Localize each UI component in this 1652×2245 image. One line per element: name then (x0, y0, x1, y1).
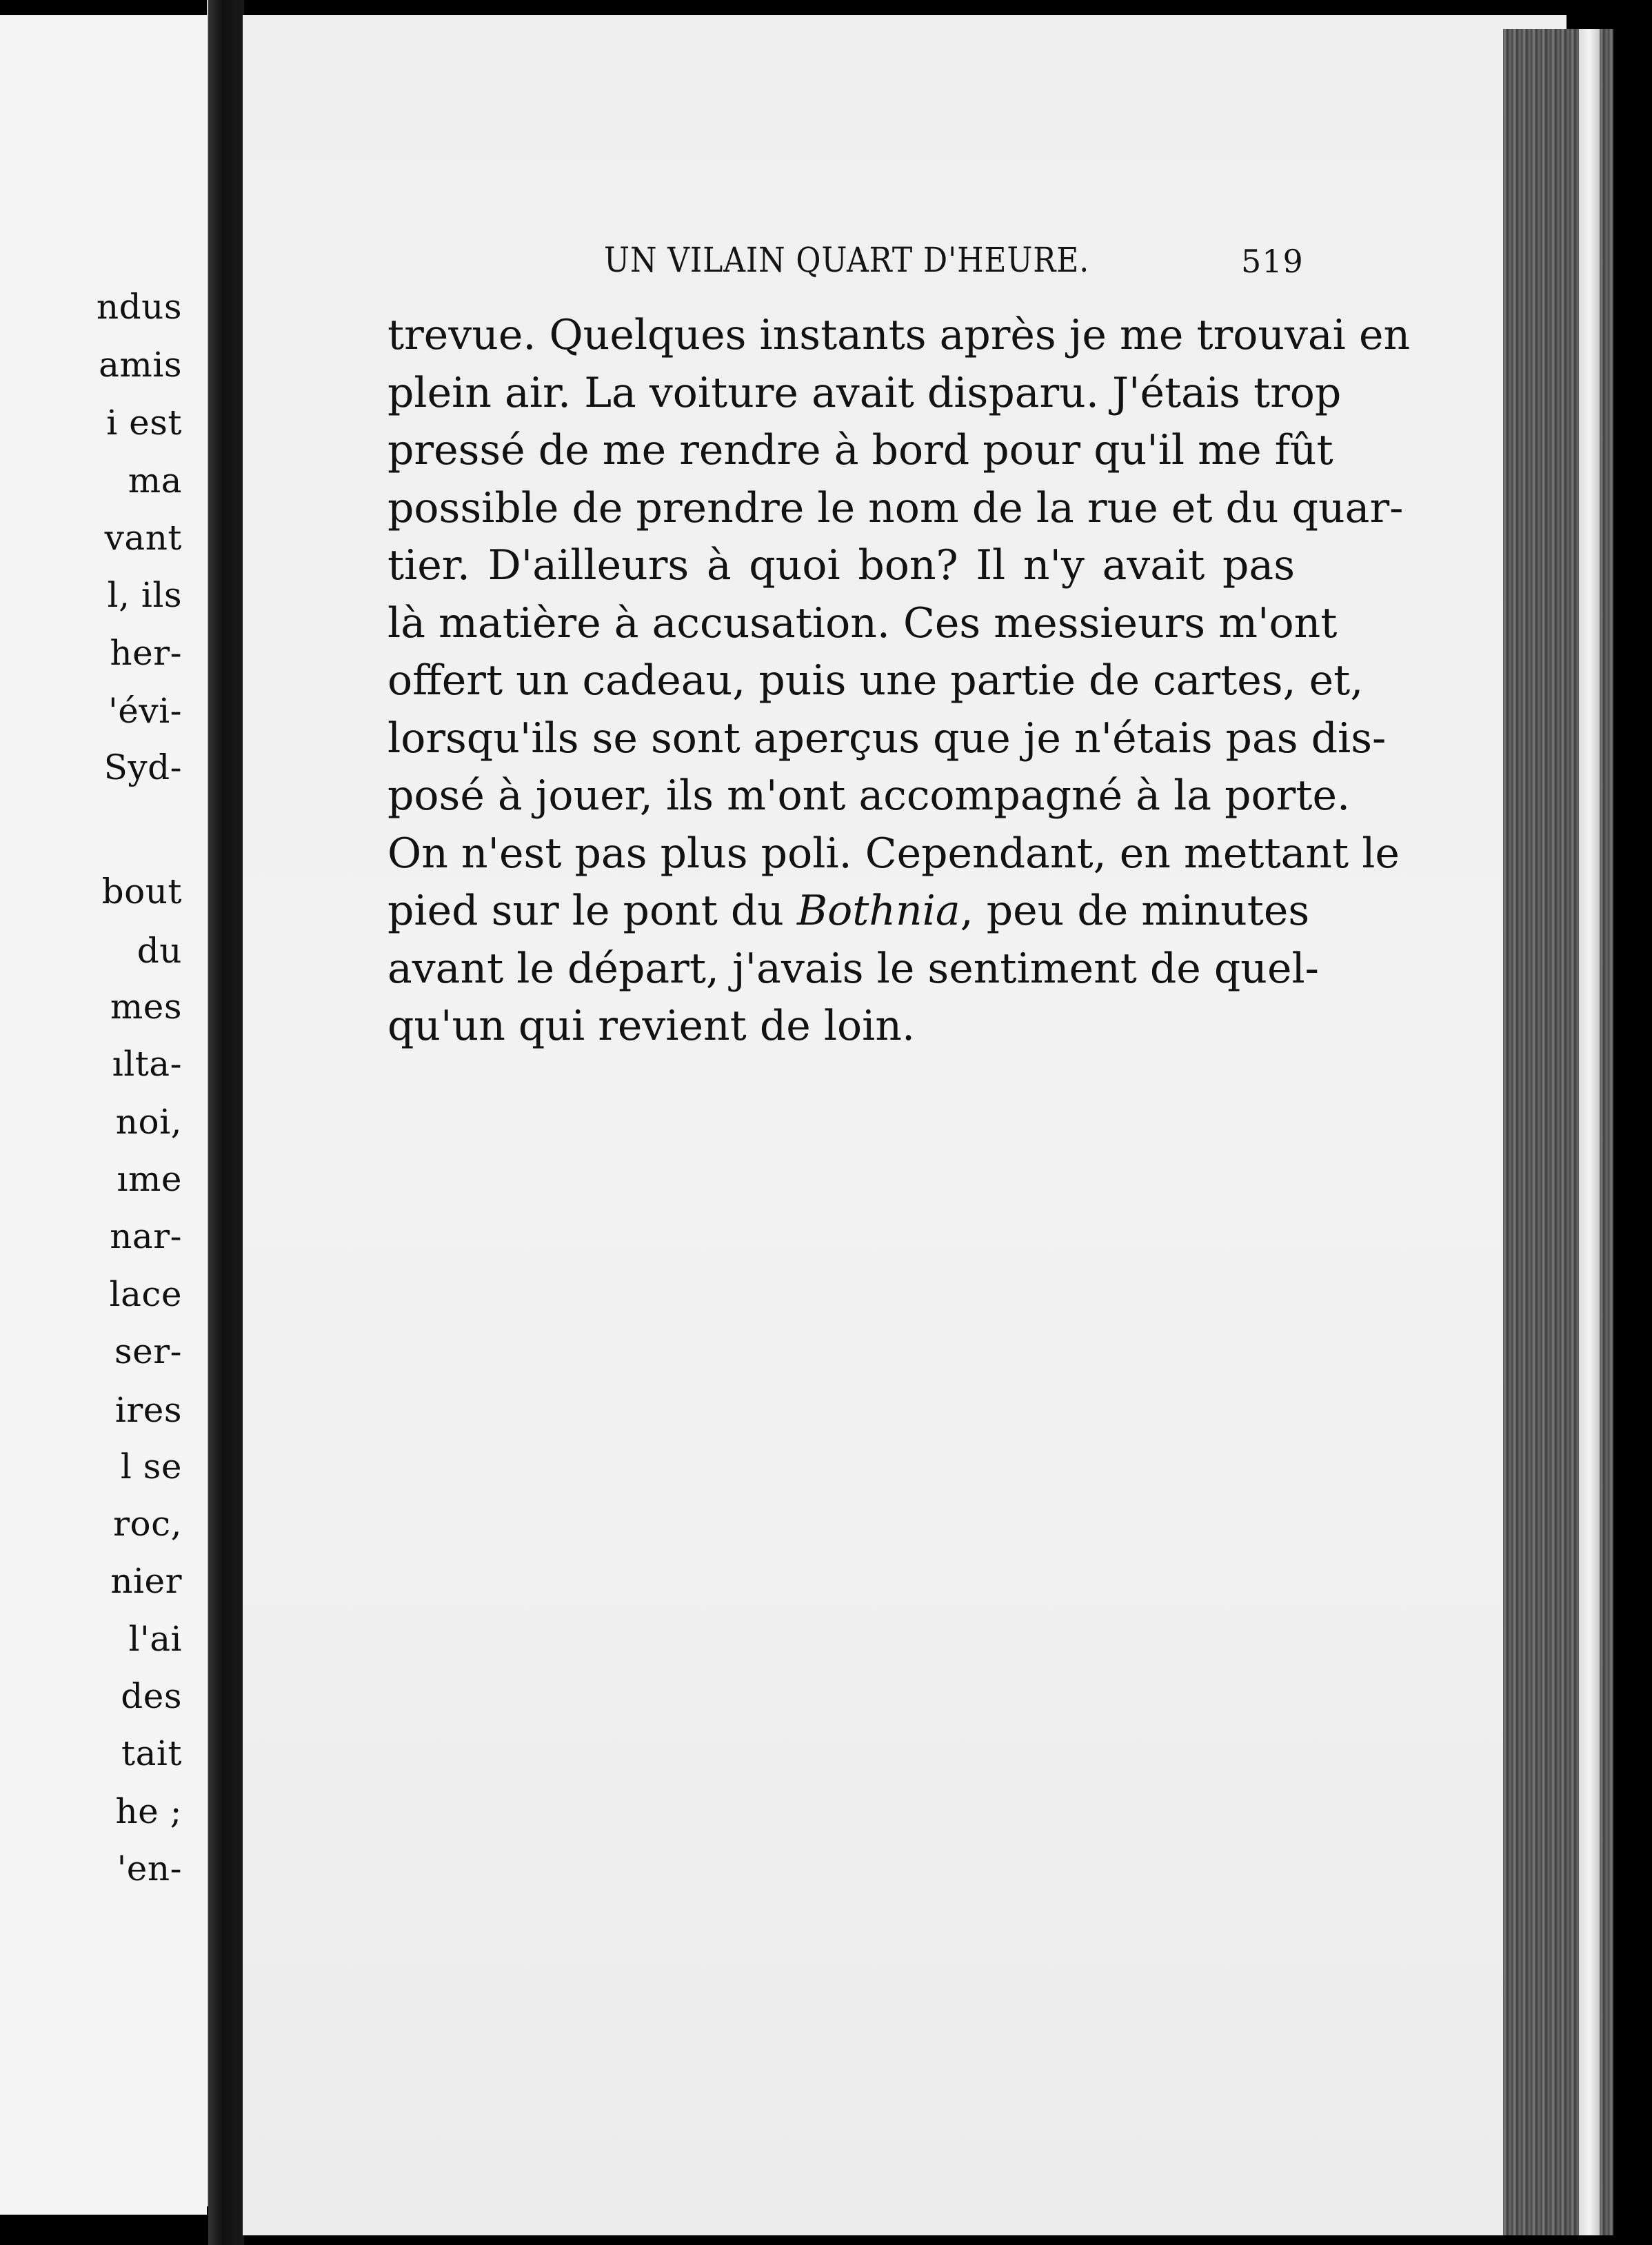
left-page-line-fragment: l, ils (107, 575, 182, 615)
left-page-line-fragment: roc, (113, 1504, 182, 1544)
left-page-line-fragment: he ; (115, 1791, 182, 1831)
text-line: avant le départ, j'avais le sentiment de quel- (387, 944, 1319, 993)
text-line: trevue. Quelques instants après je me trouvai en (387, 311, 1411, 359)
left-page-line-fragment: 'évi- (108, 691, 182, 731)
left-page-line-fragment: 'en- (117, 1849, 182, 1889)
body-text (387, 307, 1411, 1056)
left-page-line-fragment: des (121, 1676, 182, 1716)
text-segment: pied sur le pont du (387, 887, 798, 935)
left-page-line-fragment: i est (106, 403, 182, 443)
text-line: On n'est pas plus poli. Cependant, en mettant le (387, 829, 1400, 878)
text-line: possible de prendre le nom de la rue et du quar- (387, 483, 1404, 532)
book-gutter (208, 0, 244, 2245)
left-page-line-fragment: ires (114, 1390, 182, 1430)
left-page-line-fragment: ılta- (112, 1044, 182, 1084)
left-page-line-fragment: amis (99, 345, 182, 385)
text-line: posé à jouer, ils m'ont accompagné à la porte. (387, 772, 1351, 820)
text-segment: , peu de minutes (960, 887, 1310, 935)
left-page-line-fragment: mes (110, 987, 182, 1027)
left-page-line-fragment: nar- (110, 1216, 182, 1256)
left-page-line-fragment: nier (110, 1561, 182, 1601)
ship-name-italic: Bothnia (797, 887, 960, 935)
text-line: lorsqu'ils se sont aperçus que je n'étais pas dis- (387, 714, 1387, 763)
left-page-line-fragment: bout (101, 872, 182, 912)
text-line-final: qu'un qui revient de loin. (387, 1002, 916, 1050)
left-page-line-fragment: her- (110, 633, 182, 673)
left-page-line-fragment: ser- (114, 1331, 182, 1371)
text-line-with-ship-name (387, 883, 1310, 940)
left-page-line-fragment: l se (120, 1447, 182, 1487)
left-page-line-fragment: ndus (96, 287, 182, 327)
page-number: 519 (1241, 243, 1304, 280)
text-line: pressé de me rendre à bord pour qu'il me fût (387, 426, 1333, 474)
left-page-line-fragment: noi, (115, 1102, 182, 1142)
left-page-line-fragment: ma (128, 461, 182, 501)
left-page-line-fragment: l'ai (128, 1619, 182, 1659)
text-line: plein air. La voiture avait disparu. J'étais trop (387, 368, 1342, 417)
text-line: tier. D'ailleurs à quoi bon? Il n'y avait pas (387, 541, 1295, 590)
facing-page-left (0, 15, 207, 2215)
left-page-line-fragment: Syd- (103, 747, 182, 787)
page-stack-highlight (1579, 29, 1600, 2235)
left-page-line-fragment: vant (104, 518, 182, 558)
left-page-line-fragment: lace (109, 1274, 182, 1314)
running-head: UN VILAIN QUART D'HEURE. (604, 240, 1090, 280)
left-page-line-fragment: ıme (117, 1159, 182, 1199)
left-page-line-fragment: tait (121, 1733, 182, 1773)
text-line: offert un cadeau, puis une partie de cartes, et, (387, 656, 1364, 705)
text-line: là matière à accusation. Ces messieurs m'ont (387, 598, 1338, 647)
left-page-line-fragment: du (137, 931, 182, 971)
